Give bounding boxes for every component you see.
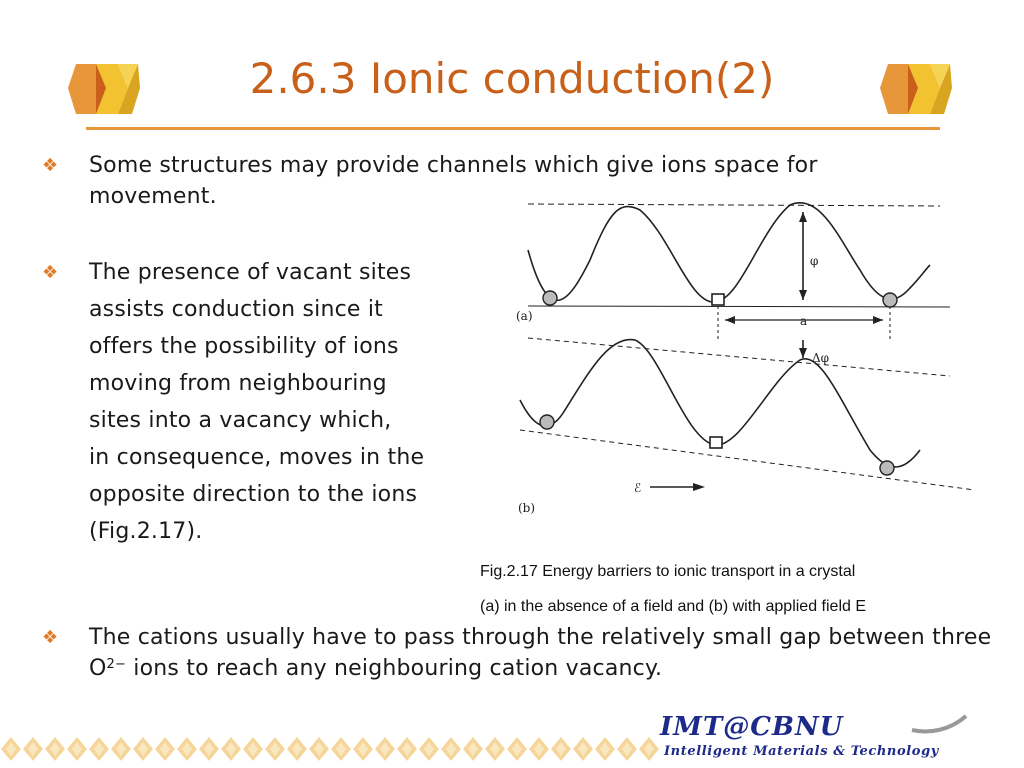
swoosh-icon: [910, 712, 970, 734]
diamond-cluster-icon: ❖: [42, 155, 59, 176]
footer-diamond-band: [0, 736, 660, 762]
bullet-text: Some structures may provide channels which give ions space for movement.: [89, 153, 818, 209]
figure-caption: Fig.2.17 Energy barriers to ionic transport in a crystal: [480, 563, 856, 580]
bullet-text: The cations usually have to pass through the relatively small gap between three $O^{2-}$ ions to reach any neighbouring cation vacancy.: [89, 625, 992, 681]
superscript: 2−: [106, 657, 127, 672]
figure-label-field: ℰ: [634, 481, 642, 495]
diamond-cluster-icon: ❖: [42, 627, 59, 648]
energy-barrier-figure: [510, 190, 980, 520]
bullet-line: moving from neighbouring: [89, 371, 387, 396]
figure-label-b: (b): [518, 501, 536, 515]
bullet-item: [42, 254, 482, 550]
bullet-line: sites into a vacancy which,: [89, 408, 392, 433]
diamond-cluster-icon: ❖: [42, 262, 59, 283]
bullet-line: in consequence, moves in the: [89, 445, 425, 470]
bullet-line: opposite direction to the ions: [89, 482, 418, 507]
figure-label-spacing: a: [800, 314, 808, 328]
bullet-line: offers the possibility of ions: [89, 334, 399, 359]
figure-label-phi: φ: [810, 254, 819, 268]
figure-caption-sub: (a) in the absence of a field and (b) with applied field E: [480, 598, 867, 615]
figure-label-delta-phi: Δφ: [812, 351, 830, 365]
logo-subtitle: Intelligent Materials & Technology: [664, 744, 939, 759]
bullet-line: (Fig.2.17).: [89, 519, 203, 544]
bullet-line: assists conduction since it: [89, 297, 383, 322]
imt-cbnu-logo: IMT@CBNU Intelligent Materials & Technology: [660, 712, 990, 764]
slide-title: 2.6.3 Ionic conduction(2): [249, 54, 775, 103]
figure-label-a: (a): [516, 309, 533, 323]
bullet-item: [42, 622, 992, 684]
title-divider: [86, 127, 940, 130]
bullet-line: The presence of vacant sites: [89, 260, 412, 285]
